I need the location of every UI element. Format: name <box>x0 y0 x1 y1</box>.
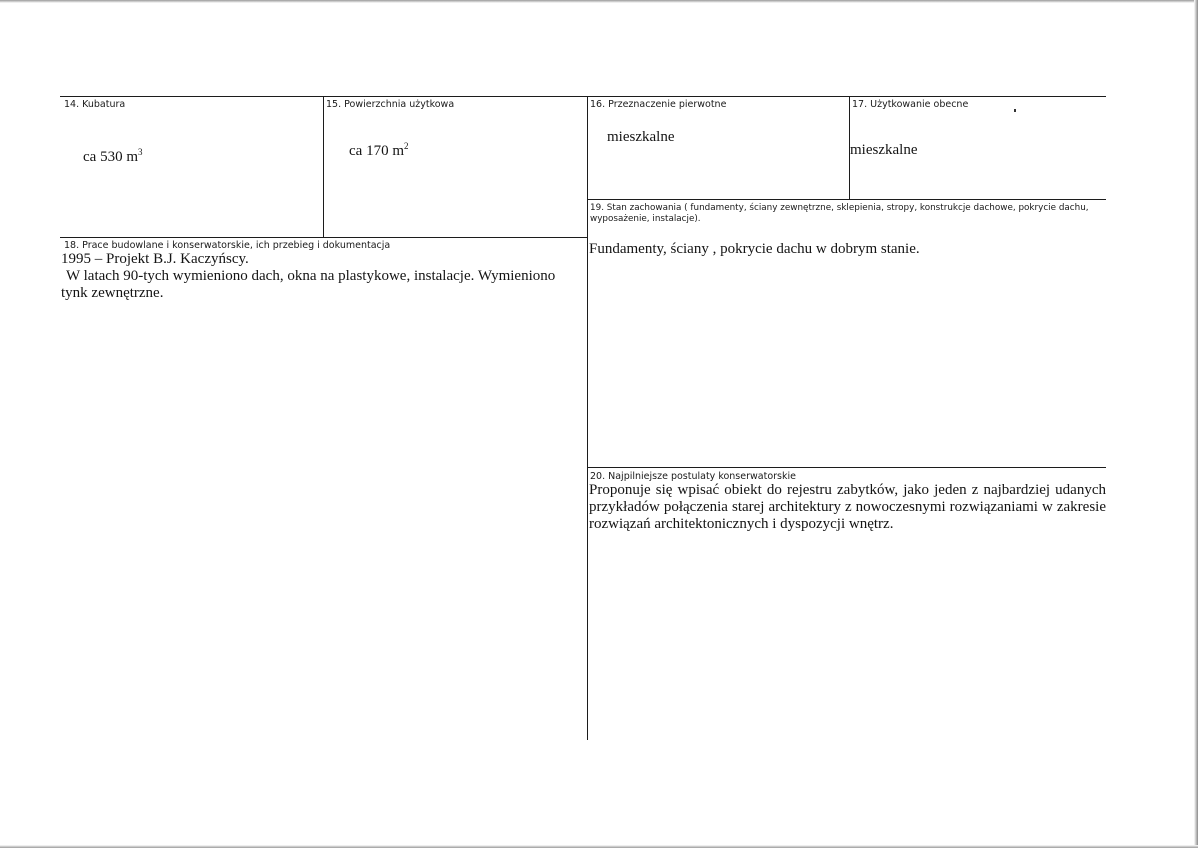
field-14-label: 14. Kubatura <box>64 99 126 110</box>
field-15-label: 15. Powierzchnia użytkowa <box>326 99 455 110</box>
field-14-value <box>83 148 142 166</box>
field-18-label: 18. Prace budowlane i konserwatorskie, ich przebieg i dokumentacja <box>64 240 391 251</box>
section-20-top-rule <box>587 467 1106 468</box>
field-14-unit-exponent: 3 <box>137 147 143 157</box>
field-17-value: mieszkalne <box>850 142 918 158</box>
field-20-text: Proponuje się wpisać obiekt do rejestru zabytków, jako jeden z najbardziej udanych przykładów połączenia starej architektury z nowoczesnymi rozwiązaniami w zakresie rozwiązań architektonicznych i dyspozycji wnętrz. <box>589 482 1106 532</box>
field-14-value-text: ca 530 m <box>83 149 138 165</box>
field-15-value <box>349 142 408 160</box>
field-18-line-2: W latach 90-tych wymieniono dach, okna na plastykowe, instalacje. Wymieniono <box>66 268 556 284</box>
field-16-label: 16. Przeznaczenie pierwotne <box>590 99 727 110</box>
field-20-label: 20. Najpilniejsze postulaty konserwatorskie <box>590 471 796 482</box>
field-18-line-1: 1995 – Projekt B.J. Kaczyńscy. <box>61 251 249 267</box>
field-15-value-text: ca 170 m <box>349 143 404 159</box>
divider-main-column <box>587 96 588 740</box>
divider-14-15 <box>323 96 324 237</box>
field-18-line-3: tynk zewnętrzne. <box>61 285 164 301</box>
scan-speck <box>1014 109 1016 112</box>
scan-edge-top <box>0 0 1198 3</box>
scan-edge-right <box>1194 0 1198 848</box>
field-19-value: Fundamenty, ściany , pokrycie dachu w dobrym stanie. <box>589 241 920 257</box>
field-15-unit-exponent: 2 <box>403 141 409 151</box>
field-17-label: 17. Użytkowanie obecne <box>852 99 969 110</box>
section-14-15-bottom-rule <box>60 237 588 238</box>
form-top-rule <box>60 96 1106 97</box>
field-16-value: mieszkalne <box>607 129 675 145</box>
section-16-17-bottom-rule <box>587 199 1106 200</box>
field-19-label-line-2: wyposażenie, instalacje). <box>590 214 701 224</box>
field-19-label-line-1: 19. Stan zachowania ( fundamenty, ściany zewnętrzne, sklepienia, stropy, konstrukcje dachowe, pokrycie dachu, <box>590 203 1089 213</box>
